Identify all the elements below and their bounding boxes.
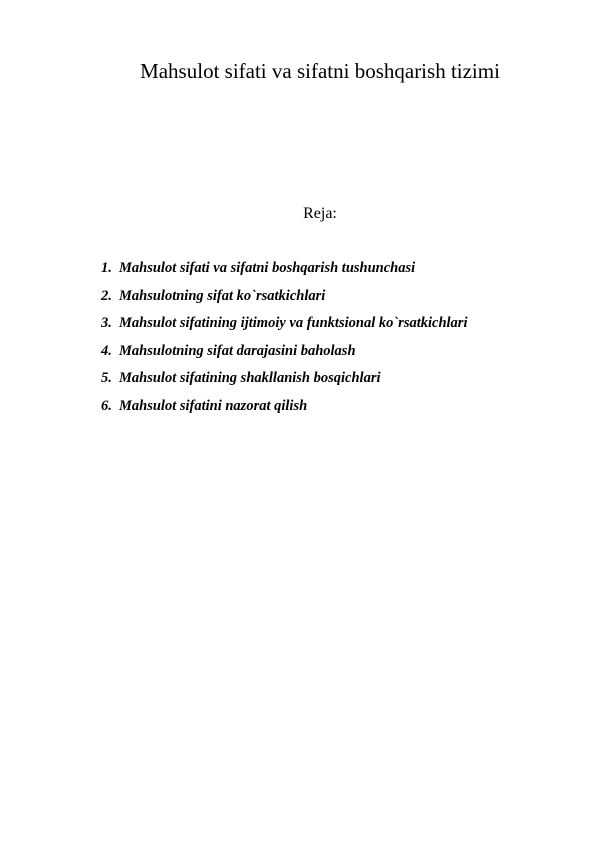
plan-item [101, 287, 467, 315]
plan-item-number: 5. [101, 370, 112, 387]
plan-item-text: Mahsulot sifatining ijtimoiy va funktsional ko`rsatkichlari [119, 315, 468, 332]
plan-list [101, 259, 467, 425]
plan-item-number: 6. [101, 397, 112, 414]
document-title: Mahsulot sifati va sifatni boshqarish tizimi [140, 59, 500, 83]
plan-item [101, 397, 467, 425]
plan-item-text: Mahsulotning sifat ko`rsatkichlari [119, 287, 326, 304]
plan-item [101, 314, 467, 342]
plan-item-number: 1. [101, 260, 112, 276]
plan-item [101, 259, 467, 287]
plan-item-number: 3. [101, 315, 112, 332]
plan-item-text: Mahsulot sifatining shakllanish bosqichlari [119, 370, 381, 387]
plan-item-number: 2. [101, 287, 112, 304]
plan-item [101, 369, 467, 397]
plan-item [101, 342, 467, 370]
plan-item-text: Mahsulotning sifat darajasini baholash [119, 342, 356, 359]
plan-item-number: 4. [101, 342, 112, 359]
plan-item-text: Mahsulot sifati va sifatni boshqarish tushunchasi [119, 260, 416, 276]
plan-item-text: Mahsulot sifatini nazorat qilish [119, 397, 308, 414]
plan-heading: Reja: [303, 205, 337, 222]
